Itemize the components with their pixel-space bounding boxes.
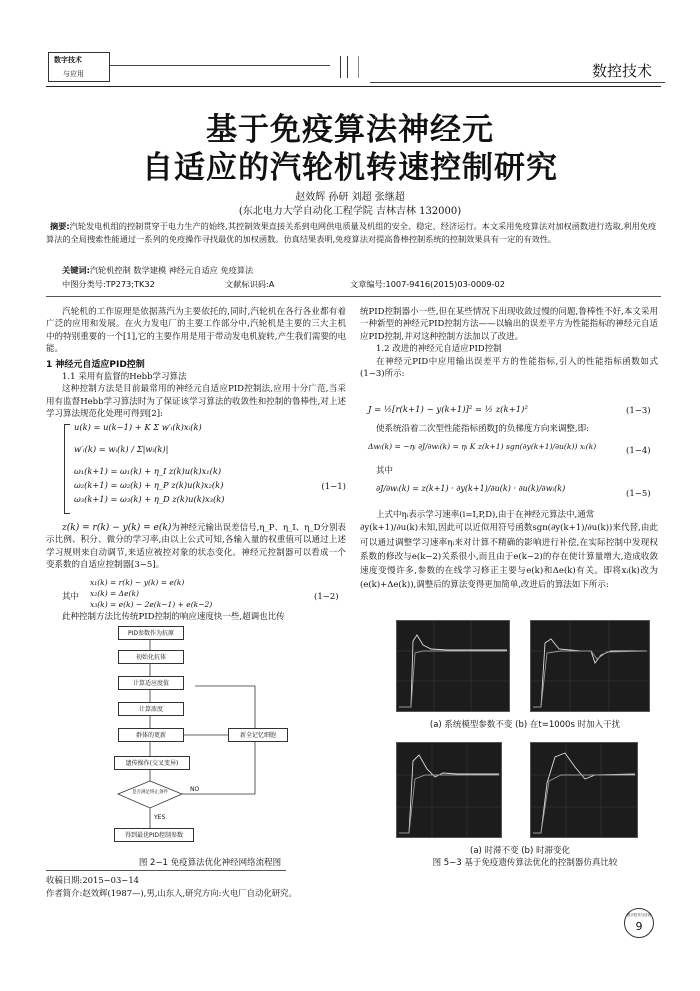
hebb-paragraph: 这种控制方法是目前最常用的神经元自适应PID控制法,应用十分广范,当采用有监督Hebb学习算法时为了保证该学习算法的收敛性和控制的鲁棒性,对上述学习算法规范化处理可得到[2]: — [46, 384, 346, 420]
right-intro-paragraph: 统PID控制器小一些,但在某些情况下出现收敛过慢的问题,鲁棒性不好,本文采用一种新型的神经元PID控制方法——以输出的误差平方为性能指标的神经元自适应PID控制,并对这种控制方法加以了改进。 — [360, 307, 658, 342]
title-line-2: 自适应的汽轮机转速控制研究 — [142, 150, 558, 186]
eq-1-2-a: x₁(k) = r(k) − y(k) = e(k) — [90, 578, 185, 587]
left-column-2 — [46, 522, 346, 572]
eq-line-5: ω₃(k+1) = ω₃(k) + η_D z(k)u(k)x₃(k) — [74, 494, 225, 504]
eq-line-1: u(k) = u(k−1) + K Σ w′ᵢ(k)xᵢ(k) — [74, 422, 202, 432]
sim-plot-d-trace — [531, 743, 637, 837]
sim-plot-b — [530, 620, 650, 712]
flow-step-4: 计算浓度 — [118, 702, 184, 716]
keywords-line — [62, 265, 253, 276]
abstract-rule — [46, 296, 661, 297]
equation-1-1 — [64, 422, 346, 516]
header-rule-left — [110, 65, 330, 66]
left-column-3 — [46, 611, 346, 623]
equation-1-5: ∂J/∂wᵢ(k) = z(k+1) · ∂y(k+1)/∂u(k) · ∂u(k)/∂wᵢ(k) — [376, 484, 566, 493]
right-column — [360, 306, 658, 380]
learning-rate-paragraph: 上式中ηᵢ表示学习速率(i=I,P,D),由于在神经元算法中,通常 — [376, 510, 595, 520]
journal-logo-box — [48, 52, 110, 82]
eq-1-2-b: x₂(k) = Δe(k) — [90, 589, 139, 598]
error-signal-eq: z(k) = r(k) − y(k) = e(k) — [62, 523, 172, 533]
sim-plot-b-trace — [531, 621, 649, 711]
keywords-label: 关键词: — [62, 265, 90, 275]
eq-number-1-3: (1−3) — [626, 406, 651, 416]
section-1-2-heading: 1.2 改进的神经元自适应PID控制 — [376, 344, 502, 355]
flow-no-label: NO — [190, 786, 200, 793]
footnote-rule — [46, 870, 286, 871]
sim-caption-row-1: (a) 系统模型参数不变 (b) 在t=1000s 时加入干扰 — [429, 720, 621, 730]
flow-side-step: 新全记忆细胞 — [228, 728, 288, 742]
header-rule-right — [370, 82, 665, 83]
article-number: 文章编号:1007-9416(2015)03-0009-02 — [350, 279, 505, 289]
gradient-paragraph: 使系统沿着二次型性能指标函数J的负梯度方向来调整,即: — [376, 424, 589, 434]
equation-1-4: Δwᵢ(k) = −ηᵢ ∂J/∂wᵢ(k) = ηᵢ K z(k+1) sgn(∂y(k+1)/∂u(k)) xᵢ(k) — [368, 442, 597, 451]
abstract — [46, 220, 658, 246]
flowchart — [110, 626, 310, 848]
received-date: 收稿日期:2015−03−14 — [46, 875, 139, 885]
where-label: 其中 — [376, 466, 394, 476]
document-code: 文献标识码:A — [225, 279, 275, 289]
figure-5-3-caption: 图 5−3 基于免疫遗传算法优化的控制器仿真比较 — [432, 858, 618, 868]
performance-index-paragraph: 在神经元PID中应用输出误差平方的性能指标,引入的性能指标函数如式(1−3)所示: — [360, 356, 658, 380]
response-paragraph: 此种控制方法比传统PID控制的响应速度快一些,超调也比传 — [62, 612, 285, 622]
sim-caption-row-2: (a) 时滞不变 (b) 时滞变化 — [470, 846, 570, 856]
flow-step-3: 计算适应度值 — [118, 676, 184, 690]
journal-name-top: 数字技术 — [54, 56, 82, 64]
flow-step-7: 得到最优PID控制参数 — [114, 828, 194, 842]
header-bottom-rule — [46, 86, 661, 87]
title-line-1: 基于免疫算法神经元 — [206, 112, 494, 148]
sim-plot-c-trace — [397, 743, 501, 837]
section-1-1-heading: 1.1 采用有监督的Hebb学习算法 — [62, 372, 187, 383]
journal-name-bottom: 与应用 — [63, 70, 84, 78]
sim-plot-d — [530, 742, 638, 838]
flow-decision-text: 是否满足终止条件 — [132, 790, 168, 795]
sign-function-paragraph: ∂y(k+1)/∂u(k)未知,因此可以近似用符号函数sgn(∂y(k+1)/∂u(k))来代替,由此可以通过调整学习速率ηᵢ来对计算不精确的影响进行补偿,在实际控制中发现权系数的修改与e(k−2)关系很小,而且由于e(k−2)的存在使计算量增大,造成收敛速度变慢许多,参数的在线学习修正主要与e(k)和Δe(k)有关。即将xᵢ(k)改为(e(k)+Δe(k)),调整后的算法变得更加简单,改进后的算法如下所示: — [360, 523, 658, 591]
sim-plot-a — [396, 620, 510, 712]
flow-step-5: 群体的更新 — [118, 728, 184, 742]
equation-1-3: J = ½[r(k+1) − y(k+1)]² = ½ z(k+1)² — [368, 405, 528, 415]
author-bio: 作者简介:赵效辉(1987—),男,山东人,研究方向:火电厂自动化研究。 — [46, 888, 297, 898]
flow-step-2: 初始化抗体 — [118, 650, 184, 664]
affiliation: (东北电力大学自动化工程学院 吉林吉林 132000) — [238, 206, 462, 217]
error-signal-paragraph: 为神经元输出误差信号,η_P、η_I、η_D分别表示比例、积分、微分的学习率,由以上公式可知,各输入量的权重值可以通过上述学习规则来自动调节,来适应被控对象的状态变化。神经元控制器可以看成一个变系数的自适应控制器[3−5]。 — [46, 523, 346, 571]
flow-yes-label: YES — [154, 814, 166, 821]
section-1-heading: 1 神经元自适应PID控制 — [46, 359, 145, 370]
header-divider-2 — [347, 56, 348, 78]
keywords: 汽轮机控制 数学建模 神经元自适应 免疫算法 — [89, 265, 254, 275]
header-divider-1 — [340, 56, 341, 78]
section-label: 数控技术 — [591, 62, 652, 80]
flow-step-1: PID参数作为抗原 — [118, 626, 184, 640]
page-badge-text: 数字技术与应用 — [626, 913, 652, 917]
eq-number-1-1: (1−1) — [321, 482, 346, 492]
left-column — [46, 306, 346, 421]
eq-1-2-c: x₃(k) = e(k) − 2e(k−1) + e(k−2) — [90, 600, 213, 609]
figure-2-1-caption: 图 2−1 免疫算法优化神经网络流程图 — [138, 858, 282, 868]
right-column-2 — [360, 509, 658, 592]
eq-1-2-prefix: 其中 — [62, 592, 80, 602]
eq-number-1-4: (1−4) — [626, 446, 651, 456]
eq-line-4: ω₂(k+1) = ω₂(k) + η_P z(k)u(k)x₂(k) — [74, 480, 224, 490]
equation-brace — [64, 424, 70, 514]
eq-line-2: w′ᵢ(k) = wᵢ(k) / Σ|wᵢ(k)| — [74, 444, 169, 454]
sim-plot-c — [396, 742, 502, 838]
page-number-badge — [624, 908, 654, 938]
flow-step-6: 遗传操作(交叉变异) — [114, 756, 190, 770]
authors: 赵效辉 孙研 刘超 张继超 — [295, 192, 405, 203]
eq-number-1-5: (1−5) — [626, 489, 651, 499]
abstract-text: 汽轮发电机组的控制贯穿于电力生产的始终,其控制效果直接关系到电网供电质量及机组的安全、稳定、经济运行。本文采用免疫算法对加权函数进行选取,利用免疫算法的全局搜索性能通过一系列的免疫操作寻找最优的加权函数。仿真结果表明,免疫算法对提高鲁棒控制系统的控制效果具有一定的有效性。 — [46, 221, 657, 244]
header-divider-3 — [358, 56, 359, 78]
clc-number: 中图分类号:TP273;TK32 — [62, 279, 155, 289]
intro-paragraph: 汽轮机的工作原理是依据蒸汽为主要依托的,同时,汽轮机在各行各业都有着广泛的应用和发展。在火力发电厂的主要工作部分中,汽轮机是主要的三大主机中的特别重要的一个[1],它的主要作用是用于带动发电机旋转,产生我们需要的电能。 — [46, 307, 346, 355]
eq-line-3: ω₁(k+1) = ω₁(k) + η_I z(k)u(k)x₁(k) — [74, 466, 222, 476]
sim-plot-a-trace — [397, 621, 509, 711]
abstract-label: 摘要: — [50, 221, 70, 231]
eq-number-1-2: (1−2) — [314, 592, 339, 602]
page-number: 9 — [635, 920, 643, 933]
